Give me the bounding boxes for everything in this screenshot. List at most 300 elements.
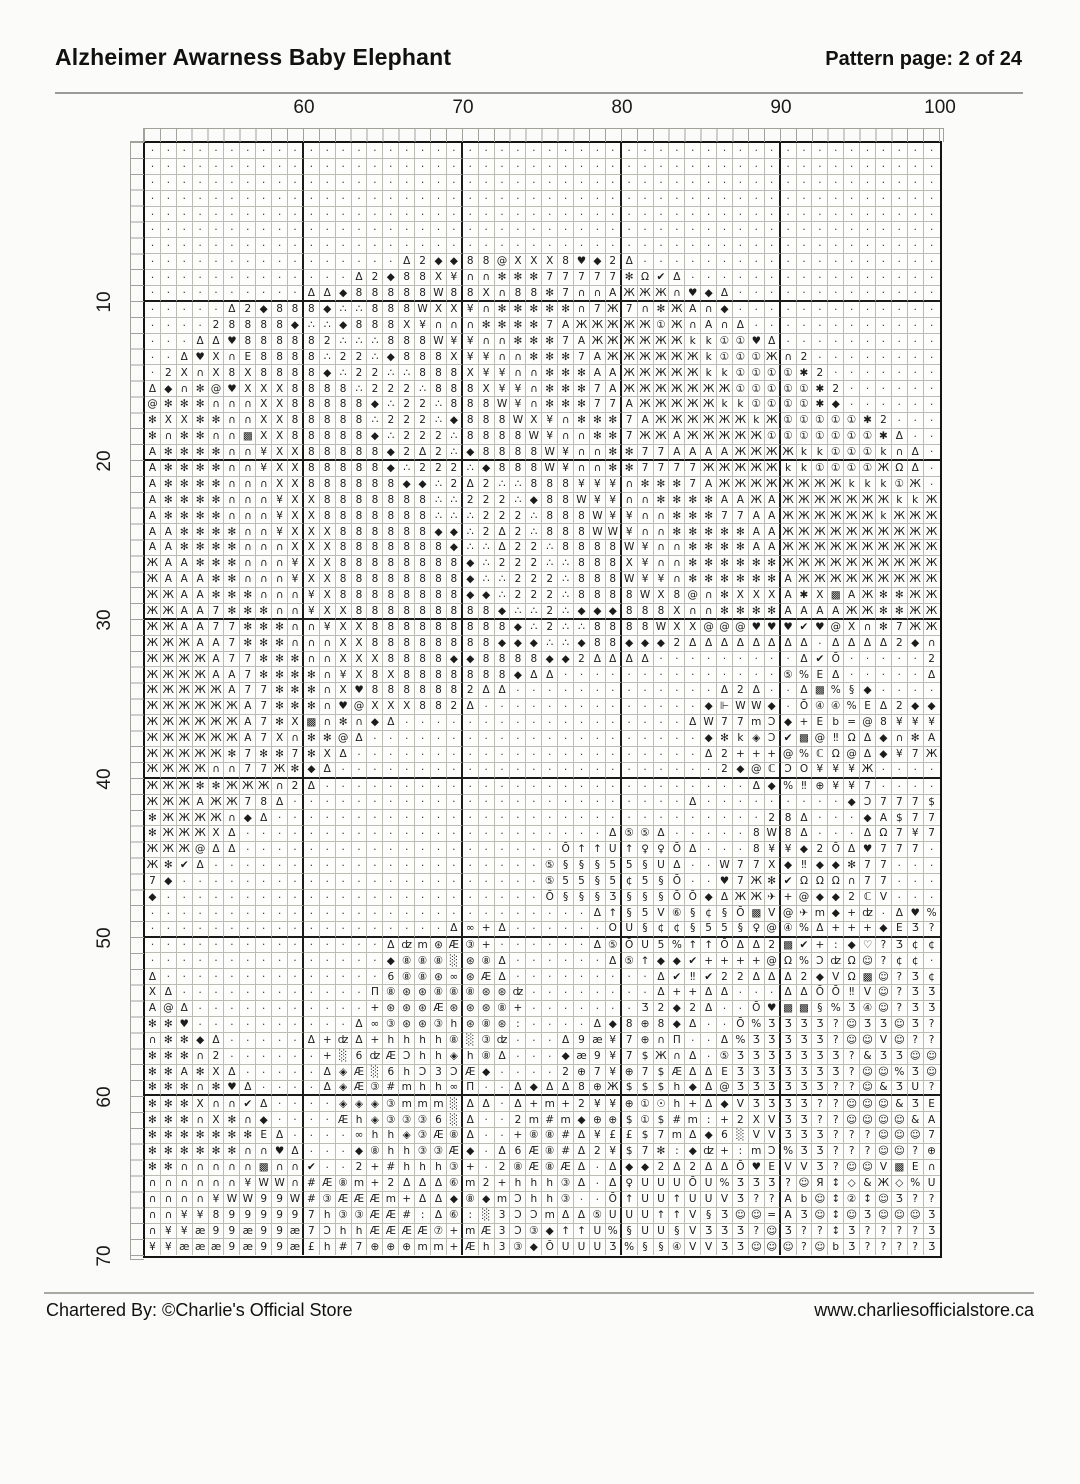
- stitch-cell: ✻: [161, 397, 177, 413]
- stitch-cell: 8: [590, 636, 606, 652]
- stitch-cell: ✻: [177, 508, 193, 524]
- stitch-cell: @: [828, 620, 844, 636]
- stitch-cell: Ж: [145, 604, 161, 620]
- stitch-cell: ·: [669, 747, 685, 763]
- stitch-cell: Δ: [304, 286, 320, 302]
- stitch-cell: ✻: [654, 1144, 670, 1160]
- stitch-cell: ·: [320, 858, 336, 874]
- stitch-cell: ·: [685, 810, 701, 826]
- stitch-cell: ·: [224, 238, 240, 254]
- stitch-cell: ·: [590, 922, 606, 938]
- stitch-cell: ✻: [193, 1128, 209, 1144]
- stitch-cell: ·: [701, 826, 717, 842]
- stitch-cell: ·: [654, 222, 670, 238]
- stitch-cell: ·: [177, 985, 193, 1001]
- stitch-cell: ¥: [590, 1128, 606, 1144]
- stitch-cell: ⊕: [622, 1065, 638, 1081]
- stitch-cell: Ж: [606, 302, 622, 318]
- stitch-cell: ·: [876, 763, 892, 779]
- stitch-cell: +: [812, 938, 828, 954]
- stitch-cell: ·: [654, 238, 670, 254]
- stitch-cell: X: [669, 620, 685, 636]
- stitch-cell: 9: [288, 1208, 304, 1224]
- stitch-cell: ◆: [558, 652, 574, 668]
- stitch-cell: Ж: [812, 508, 828, 524]
- stitch-cell: ·: [209, 1017, 225, 1033]
- stitch-cell: ∩: [654, 540, 670, 556]
- stitch-cell: Ʒ: [749, 1049, 765, 1065]
- axis-label-left: 50: [94, 927, 115, 949]
- stitch-cell: ·: [701, 667, 717, 683]
- stitch-cell: 8: [654, 1017, 670, 1033]
- stitch-cell: Ж: [161, 715, 177, 731]
- stitch-cell: £: [304, 1239, 320, 1255]
- stitch-cell: %: [924, 906, 940, 922]
- stitch-cell: X: [209, 365, 225, 381]
- stitch-cell: 8: [320, 477, 336, 493]
- stitch-cell: Ж: [606, 1081, 622, 1097]
- stitch-cell: ·: [638, 699, 654, 715]
- stitch-cell: ·: [288, 874, 304, 890]
- stitch-cell: ℂ: [765, 763, 781, 779]
- stitch-cell: ?: [860, 1144, 876, 1160]
- stitch-cell: ✻: [558, 302, 574, 318]
- stitch-cell: ◆: [463, 445, 479, 461]
- stitch-cell: 7: [542, 318, 558, 334]
- stitch-cell: ☺: [797, 1176, 813, 1192]
- stitch-cell: ·: [145, 207, 161, 223]
- stitch-cell: Ō: [669, 842, 685, 858]
- stitch-cell: Δ: [685, 715, 701, 731]
- stitch-cell: ʣ: [495, 1033, 511, 1049]
- stitch-cell: ✻: [717, 572, 733, 588]
- stitch-cell: X: [209, 1065, 225, 1081]
- stitch-cell: 7: [240, 747, 256, 763]
- stitch-cell: Ж: [908, 508, 924, 524]
- stitch-cell: W: [701, 715, 717, 731]
- stitch-cell: ✈: [765, 890, 781, 906]
- stitch-cell: Ʒ: [717, 1208, 733, 1224]
- stitch-cell: ·: [495, 1081, 511, 1097]
- stitch-cell: 2: [590, 1144, 606, 1160]
- stitch-cell: ·: [558, 191, 574, 207]
- stitch-cell: Δ: [590, 1017, 606, 1033]
- stitch-cell: 8: [606, 572, 622, 588]
- stitch-cell: ·: [161, 318, 177, 334]
- stitch-cell: ·: [304, 938, 320, 954]
- stitch-cell: ·: [367, 795, 383, 811]
- stitch-cell: @: [717, 1081, 733, 1097]
- stitch-cell: ·: [844, 365, 860, 381]
- stitch-cell: ·: [193, 302, 209, 318]
- stitch-cell: Δ: [717, 890, 733, 906]
- stitch-cell: ·: [749, 810, 765, 826]
- stitch-cell: ·: [733, 159, 749, 175]
- stitch-cell: 2: [336, 350, 352, 366]
- stitch-cell: ◆: [399, 477, 415, 493]
- stitch-cell: ·: [749, 159, 765, 175]
- stitch-cell: ·: [463, 143, 479, 159]
- stitch-cell: ·: [924, 191, 940, 207]
- stitch-cell: Ʒ: [812, 1160, 828, 1176]
- stitch-cell: Ж: [638, 318, 654, 334]
- stitch-cell: Ж: [860, 508, 876, 524]
- stitch-cell: ☺: [876, 1001, 892, 1017]
- stitch-cell: ∩: [622, 493, 638, 509]
- stitch-cell: ·: [924, 143, 940, 159]
- stitch-cell: Ɔ: [510, 1224, 526, 1240]
- stitch-cell: ·: [924, 842, 940, 858]
- stitch-cell: 8: [431, 683, 447, 699]
- stitch-cell: ·: [733, 207, 749, 223]
- stitch-cell: X: [304, 524, 320, 540]
- stitch-cell: ·: [924, 159, 940, 175]
- stitch-cell: ·: [256, 1065, 272, 1081]
- stitch-cell: ?: [828, 1144, 844, 1160]
- stitch-cell: ◆: [876, 747, 892, 763]
- stitch-cell: ①: [828, 429, 844, 445]
- stitch-cell: ·: [177, 874, 193, 890]
- stitch-cell: 8: [479, 652, 495, 668]
- stitch-cell: ·: [383, 175, 399, 191]
- stitch-cell: ·: [320, 779, 336, 795]
- stitch-cell: ∩: [240, 556, 256, 572]
- stitch-cell: ✻: [717, 524, 733, 540]
- stitch-cell: Δ: [765, 969, 781, 985]
- stitch-cell: ·: [876, 143, 892, 159]
- stitch-cell: ▩: [781, 1001, 797, 1017]
- stitch-cell: ·: [669, 207, 685, 223]
- stitch-cell: 7: [876, 874, 892, 890]
- stitch-cell: §: [558, 858, 574, 874]
- stitch-cell: ·: [574, 938, 590, 954]
- stitch-cell: Ж: [924, 556, 940, 572]
- stitch-cell: Δ: [495, 1144, 511, 1160]
- stitch-cell: ¥: [304, 604, 320, 620]
- stitch-cell: ✻: [161, 1049, 177, 1065]
- stitch-cell: ·: [272, 1081, 288, 1097]
- stitch-cell: Δ: [876, 699, 892, 715]
- stitch-cell: ·: [510, 1049, 526, 1065]
- stitch-cell: Ж: [844, 508, 860, 524]
- stitch-cell: ·: [177, 890, 193, 906]
- stitch-cell: ·: [606, 238, 622, 254]
- stitch-cell: ·: [256, 1049, 272, 1065]
- stitch-cell: A: [781, 1192, 797, 1208]
- stitch-cell: ∴: [383, 429, 399, 445]
- stitch-cell: 8: [209, 1208, 225, 1224]
- stitch-cell: 8: [304, 413, 320, 429]
- stitch-cell: ·: [574, 715, 590, 731]
- stitch-cell: ⑧: [463, 985, 479, 1001]
- stitch-cell: ·: [495, 938, 511, 954]
- stitch-cell: ·: [224, 953, 240, 969]
- stitch-cell: ·: [240, 858, 256, 874]
- stitch-cell: ·: [209, 874, 225, 890]
- stitch-cell: W: [526, 429, 542, 445]
- stitch-cell: ·: [542, 779, 558, 795]
- stitch-cell: ·: [145, 350, 161, 366]
- stitch-cell: ·: [352, 874, 368, 890]
- stitch-cell: V: [685, 1239, 701, 1255]
- stitch-cell: ✻: [590, 413, 606, 429]
- stitch-cell: Ж: [797, 508, 813, 524]
- stitch-cell: ·: [145, 254, 161, 270]
- footer-url: www.charliesofficialstore.ca: [814, 1300, 1034, 1320]
- stitch-cell: ¥: [812, 763, 828, 779]
- stitch-cell: ·: [193, 207, 209, 223]
- stitch-cell: ✻: [161, 1017, 177, 1033]
- stitch-cell: :: [510, 1017, 526, 1033]
- stitch-cell: 6: [510, 1144, 526, 1160]
- stitch-cell: ◈: [447, 1049, 463, 1065]
- stitch-cell: ∩: [526, 381, 542, 397]
- stitch-cell: X: [272, 397, 288, 413]
- stitch-cell: Ɔ: [765, 715, 781, 731]
- stitch-cell: ✻: [193, 524, 209, 540]
- stitch-cell: Δ: [463, 699, 479, 715]
- stitch-cell: 8: [272, 350, 288, 366]
- stitch-cell: ✻: [638, 477, 654, 493]
- stitch-cell: 8: [399, 620, 415, 636]
- stitch-cell: ·: [701, 207, 717, 223]
- stitch-cell: 2: [510, 588, 526, 604]
- stitch-cell: ✻: [193, 461, 209, 477]
- stitch-cell: Ж: [749, 445, 765, 461]
- stitch-cell: ·: [224, 270, 240, 286]
- stitch-cell: ·: [924, 763, 940, 779]
- stitch-cell: ·: [908, 159, 924, 175]
- stitch-cell: X: [320, 540, 336, 556]
- stitch-cell: X: [352, 652, 368, 668]
- stitch-cell: ·: [336, 1160, 352, 1176]
- stitch-cell: 8: [336, 477, 352, 493]
- stitch-cell: ·: [145, 365, 161, 381]
- stitch-cell: ·: [812, 191, 828, 207]
- stitch-cell: ?: [749, 1224, 765, 1240]
- stitch-cell: ¥: [654, 572, 670, 588]
- stitch-cell: Æ: [479, 969, 495, 985]
- stitch-cell: Ж: [224, 731, 240, 747]
- stitch-cell: Δ: [224, 826, 240, 842]
- stitch-cell: ·: [495, 874, 511, 890]
- stitch-cell: 2: [765, 810, 781, 826]
- stitch-cell: ·: [224, 191, 240, 207]
- stitch-cell: 7: [733, 715, 749, 731]
- stitch-cell: X: [240, 365, 256, 381]
- stitch-cell: ③: [352, 1208, 368, 1224]
- stitch-cell: ·: [256, 238, 272, 254]
- stitch-cell: ◆: [717, 1096, 733, 1112]
- stitch-cell: Ж: [828, 556, 844, 572]
- stitch-cell: Δ: [352, 1017, 368, 1033]
- stitch-cell: ·: [352, 779, 368, 795]
- stitch-cell: ∩: [193, 1049, 209, 1065]
- stitch-cell: ·: [765, 207, 781, 223]
- stitch-cell: ·: [447, 747, 463, 763]
- stitch-cell: ·: [336, 1128, 352, 1144]
- stitch-cell: Ж: [669, 413, 685, 429]
- stitch-cell: ✻: [193, 493, 209, 509]
- stitch-cell: ⑦: [431, 1224, 447, 1240]
- stitch-cell: §: [590, 858, 606, 874]
- stitch-cell: W: [510, 413, 526, 429]
- stitch-cell: ?: [812, 1224, 828, 1240]
- stitch-cell: ·: [510, 159, 526, 175]
- stitch-cell: ·: [510, 191, 526, 207]
- stitch-cell: 7: [574, 350, 590, 366]
- stitch-cell: A: [876, 810, 892, 826]
- stitch-cell: ·: [304, 1128, 320, 1144]
- stitch-cell: #: [383, 1081, 399, 1097]
- stitch-cell: 2: [399, 397, 415, 413]
- stitch-cell: V: [654, 906, 670, 922]
- stitch-cell: ·: [733, 1001, 749, 1017]
- stitch-cell: 8: [542, 493, 558, 509]
- stitch-cell: 8: [383, 477, 399, 493]
- stitch-cell: Δ: [495, 683, 511, 699]
- stitch-cell: ⑧: [415, 953, 431, 969]
- stitch-cell: ◆: [463, 1144, 479, 1160]
- stitch-cell: ¥: [463, 334, 479, 350]
- stitch-cell: ·: [606, 779, 622, 795]
- stitch-cell: ·: [320, 175, 336, 191]
- stitch-cell: Ж: [606, 350, 622, 366]
- stitch-cell: ·: [606, 985, 622, 1001]
- stitch-cell: Δ: [749, 683, 765, 699]
- stitch-cell: ☺: [892, 1017, 908, 1033]
- stitch-cell: ·: [320, 1001, 336, 1017]
- stitch-cell: ·: [336, 938, 352, 954]
- stitch-cell: Δ: [669, 270, 685, 286]
- stitch-cell: ·: [717, 667, 733, 683]
- axis-label-left: 60: [94, 1086, 115, 1108]
- stitch-cell: W: [542, 461, 558, 477]
- stitch-cell: ·: [336, 858, 352, 874]
- left-ruler: [130, 141, 144, 1260]
- stitch-cell: X: [765, 858, 781, 874]
- stitch-cell: ∩: [320, 667, 336, 683]
- stitch-cell: ·: [272, 1017, 288, 1033]
- stitch-cell: Ж: [733, 890, 749, 906]
- stitch-cell: A: [209, 636, 225, 652]
- stitch-cell: ✻: [701, 493, 717, 509]
- stitch-cell: ·: [240, 286, 256, 302]
- stitch-cell: ✻: [161, 493, 177, 509]
- stitch-cell: +: [844, 922, 860, 938]
- stitch-cell: Δ: [415, 1176, 431, 1192]
- stitch-cell: 7: [574, 270, 590, 286]
- stitch-cell: ·: [431, 795, 447, 811]
- stitch-cell: 8: [367, 667, 383, 683]
- stitch-cell: ·: [717, 810, 733, 826]
- stitch-cell: ·: [844, 222, 860, 238]
- stitch-cell: ·: [638, 159, 654, 175]
- stitch-cell: ∩: [240, 445, 256, 461]
- stitch-cell: ·: [383, 922, 399, 938]
- stitch-cell: h: [479, 1239, 495, 1255]
- stitch-cell: ✻: [685, 572, 701, 588]
- stitch-cell: ♥: [224, 381, 240, 397]
- stitch-cell: ·: [240, 842, 256, 858]
- stitch-cell: ·: [574, 922, 590, 938]
- stitch-cell: Ж: [924, 524, 940, 540]
- stitch-cell: ⊛: [415, 985, 431, 1001]
- stitch-cell: ·: [924, 222, 940, 238]
- axis-label-top: 80: [611, 97, 633, 118]
- stitch-cell: ·: [272, 842, 288, 858]
- stitch-cell: A: [177, 604, 193, 620]
- stitch-cell: ·: [892, 381, 908, 397]
- stitch-cell: A: [781, 572, 797, 588]
- stitch-cell: ·: [320, 810, 336, 826]
- stitch-cell: ·: [574, 747, 590, 763]
- stitch-cell: ☺: [844, 1033, 860, 1049]
- stitch-cell: ∩: [193, 1160, 209, 1176]
- stitch-cell: Ж: [924, 493, 940, 509]
- stitch-cell: 8: [399, 683, 415, 699]
- stitch-cell: ✻: [209, 524, 225, 540]
- stitch-cell: ·: [240, 238, 256, 254]
- stitch-cell: ·: [669, 254, 685, 270]
- stitch-cell: ·: [908, 890, 924, 906]
- stitch-cell: ·: [161, 969, 177, 985]
- stitch-cell: ∩: [272, 588, 288, 604]
- stitch-cell: 8: [304, 477, 320, 493]
- stitch-cell: A: [924, 731, 940, 747]
- stitch-cell: ·: [733, 826, 749, 842]
- stitch-cell: 9: [272, 1224, 288, 1240]
- stitch-cell: &: [908, 1112, 924, 1128]
- stitch-cell: Δ: [701, 747, 717, 763]
- stitch-cell: æ: [574, 1049, 590, 1065]
- stitch-cell: ·: [272, 826, 288, 842]
- stitch-cell: Ж: [161, 699, 177, 715]
- stitch-cell: ☺: [892, 1208, 908, 1224]
- stitch-cell: Ж: [924, 572, 940, 588]
- stitch-cell: §: [669, 1224, 685, 1240]
- stitch-cell: 7: [606, 270, 622, 286]
- stitch-cell: Æ: [383, 1208, 399, 1224]
- stitch-cell: ·: [606, 747, 622, 763]
- stitch-cell: ✻: [209, 556, 225, 572]
- stitch-cell: 8: [447, 667, 463, 683]
- stitch-cell: ¥: [272, 524, 288, 540]
- stitch-cell: ·: [924, 953, 940, 969]
- stitch-cell: ∩: [288, 636, 304, 652]
- stitch-cell: %: [717, 1176, 733, 1192]
- stitch-cell: ·: [812, 636, 828, 652]
- stitch-cell: #: [542, 1112, 558, 1128]
- stitch-cell: ·: [256, 906, 272, 922]
- stitch-cell: k: [749, 413, 765, 429]
- stitch-cell: ∩: [240, 1112, 256, 1128]
- stitch-cell: ·: [924, 429, 940, 445]
- stitch-cell: h: [431, 1049, 447, 1065]
- stitch-cell: ◆: [876, 731, 892, 747]
- stitch-cell: ʣ: [510, 985, 526, 1001]
- stitch-cell: X: [240, 381, 256, 397]
- stitch-cell: ·: [510, 747, 526, 763]
- stitch-cell: 2: [510, 524, 526, 540]
- stitch-cell: ♀: [749, 922, 765, 938]
- stitch-cell: Δ: [479, 683, 495, 699]
- stitch-cell: Δ: [209, 842, 225, 858]
- stitch-cell: ☺: [860, 1096, 876, 1112]
- stitch-cell: ∩: [320, 683, 336, 699]
- stitch-cell: U: [558, 1239, 574, 1255]
- stitch-cell: ☉: [654, 1096, 670, 1112]
